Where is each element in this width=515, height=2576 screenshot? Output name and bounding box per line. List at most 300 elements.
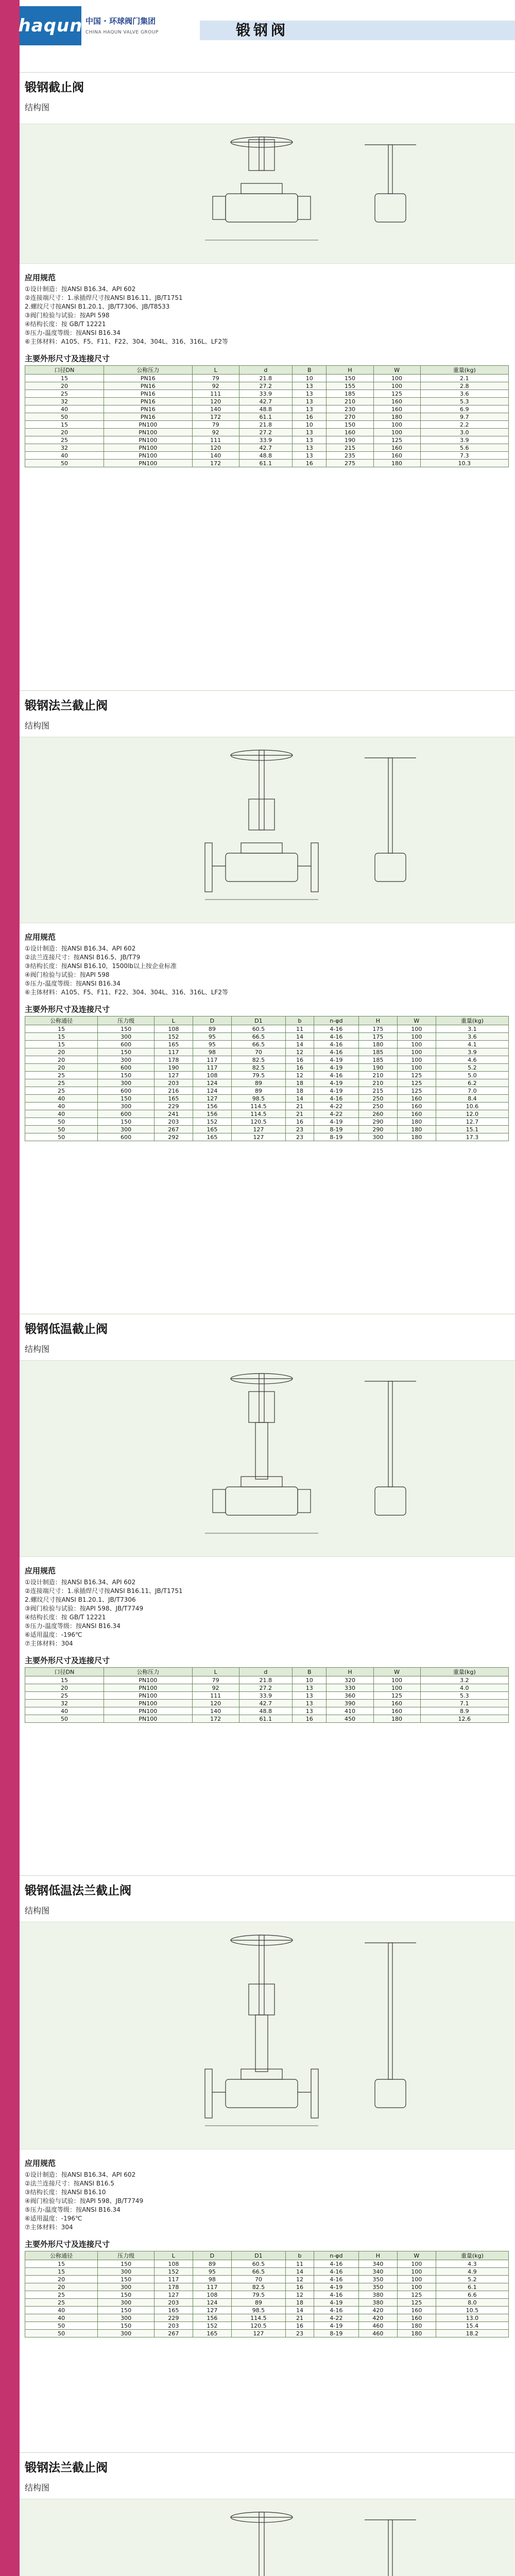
table-cell: 25 bbox=[25, 436, 104, 444]
table-cell: 114.5 bbox=[231, 1110, 285, 1118]
table-cell: 4-22 bbox=[314, 2314, 358, 2322]
table-row bbox=[25, 1126, 509, 1133]
valve-yoke bbox=[249, 799, 274, 830]
page-header bbox=[20, 0, 515, 52]
table-cell: 190 bbox=[154, 1064, 193, 1072]
valve-diagram bbox=[20, 737, 515, 923]
spec-line: ⑤压力-温度等级：按ANSI B16.34 bbox=[25, 1622, 121, 1630]
table-cell: 100 bbox=[397, 2260, 436, 2268]
table-cell: 175 bbox=[358, 1025, 397, 1033]
column-header: d bbox=[239, 366, 292, 375]
table-cell: 127 bbox=[193, 2307, 231, 2314]
table-cell: 17.3 bbox=[436, 1133, 508, 1141]
side-view-body bbox=[375, 1487, 406, 1515]
table-row bbox=[25, 1095, 509, 1103]
table-cell: PN100 bbox=[104, 436, 193, 444]
table-cell: 235 bbox=[327, 452, 373, 460]
spec-line: ③结构长度：按ANSI B16.10 bbox=[25, 2189, 106, 2196]
table-cell: 156 bbox=[193, 1110, 231, 1118]
table-cell: 4-19 bbox=[314, 1079, 358, 1087]
valve-diagram bbox=[20, 2499, 515, 2576]
column-header: 重量(kg) bbox=[436, 1016, 508, 1025]
table-cell: 13 bbox=[292, 390, 327, 398]
spec-line: ③结构长度：按ANSI B16.10，1500lb以上按企业标准 bbox=[25, 962, 177, 970]
table-cell: 8.0 bbox=[436, 2299, 508, 2307]
table-cell: 15 bbox=[25, 421, 104, 429]
table-cell: 11 bbox=[286, 2260, 314, 2268]
column-header: b bbox=[286, 2251, 314, 2260]
table-cell: 23 bbox=[286, 1133, 314, 1141]
table-cell: 25 bbox=[25, 390, 104, 398]
table-cell: 100 bbox=[397, 1048, 436, 1056]
table-row bbox=[25, 1064, 509, 1072]
column-header: W bbox=[373, 1668, 420, 1676]
table-cell: 89 bbox=[231, 1079, 285, 1087]
table-cell: 92 bbox=[192, 382, 239, 390]
table-cell: 108 bbox=[193, 1072, 231, 1079]
table-cell: 6.9 bbox=[420, 405, 508, 413]
structure-label: 结构图 bbox=[25, 721, 50, 731]
spec-line: ①设计制造：按ANSI B16.34、API 602 bbox=[25, 285, 136, 293]
table-cell: 292 bbox=[154, 1133, 193, 1141]
table-cell: 185 bbox=[327, 390, 373, 398]
table-cell: 190 bbox=[358, 1064, 397, 1072]
table-cell: 4-16 bbox=[314, 1095, 358, 1103]
table-cell: 13 bbox=[292, 1692, 327, 1700]
table-cell: 100 bbox=[373, 375, 420, 382]
table-cell: 100 bbox=[397, 1064, 436, 1072]
table-cell: 260 bbox=[358, 1110, 397, 1118]
table-cell: 15 bbox=[25, 2260, 98, 2268]
side-view-body bbox=[375, 2079, 406, 2108]
spec-line: ⑤压力-温度等级：按ANSI B16.34 bbox=[25, 2206, 121, 2213]
table-cell: 98 bbox=[193, 1048, 231, 1056]
table-cell: 13 bbox=[292, 429, 327, 436]
table-cell: 172 bbox=[192, 460, 239, 467]
table-cell: 89 bbox=[231, 2299, 285, 2307]
table-row bbox=[25, 460, 509, 467]
table-cell: PN100 bbox=[104, 1707, 193, 1715]
table-cell: 300 bbox=[98, 2283, 154, 2291]
table-cell: PN16 bbox=[104, 390, 193, 398]
table-cell: 125 bbox=[373, 436, 420, 444]
spec-line: ②法兰连接尺寸：按ANSI B16.5、JB/T79 bbox=[25, 954, 141, 961]
table-cell: 380 bbox=[358, 2291, 397, 2299]
table-cell: 150 bbox=[98, 1072, 154, 1079]
table-cell: 160 bbox=[397, 1110, 436, 1118]
side-view-stem bbox=[388, 145, 392, 194]
spec-line: 2.螺纹尺寸按ANSI B1.20.1、JB/T7306、JB/T8533 bbox=[25, 303, 170, 310]
spec-line: ③阀门检验与试验：按API 598、JB/T7749 bbox=[25, 1605, 144, 1612]
table-row bbox=[25, 413, 509, 421]
table-cell: 5.2 bbox=[436, 2276, 508, 2283]
table-cell: 40 bbox=[25, 405, 104, 413]
table-cell: 300 bbox=[98, 1056, 154, 1064]
table-cell: 320 bbox=[327, 1676, 373, 1684]
table-cell: 111 bbox=[192, 436, 239, 444]
spec-title: 应用规范 bbox=[25, 273, 56, 282]
table-cell: 9.7 bbox=[420, 413, 508, 421]
table-cell: 92 bbox=[192, 1684, 239, 1692]
structure-label: 结构图 bbox=[25, 103, 50, 112]
table-cell: 92 bbox=[192, 429, 239, 436]
table-cell: 150 bbox=[98, 2260, 154, 2268]
table-cell: 111 bbox=[192, 390, 239, 398]
table-cell: 2.1 bbox=[420, 375, 508, 382]
table-cell: 82.5 bbox=[231, 1056, 285, 1064]
table-cell: 117 bbox=[154, 1048, 193, 1056]
table-cell: 460 bbox=[358, 2322, 397, 2330]
table-cell: 48.8 bbox=[239, 1707, 292, 1715]
column-header: d bbox=[239, 1668, 292, 1676]
table-cell: 150 bbox=[98, 2276, 154, 2283]
table-cell: 100 bbox=[373, 1684, 420, 1692]
table-cell: 8.9 bbox=[420, 1707, 508, 1715]
table-cell: 60.5 bbox=[231, 2260, 285, 2268]
table-cell: 152 bbox=[154, 1033, 193, 1041]
table-cell: 4-16 bbox=[314, 2268, 358, 2276]
table-cell: 79 bbox=[192, 1676, 239, 1684]
table-cell: 3.0 bbox=[420, 429, 508, 436]
table-cell: 120 bbox=[192, 1700, 239, 1707]
spec-line: ①设计制造：按ANSI B16.34、API 602 bbox=[25, 1579, 136, 1586]
table-cell: 89 bbox=[231, 1087, 285, 1095]
table-cell: 114.5 bbox=[231, 2314, 285, 2322]
spec-line: ②连接端尺寸：1.承插焊尺寸按ANSI B16.11、JB/T1751 bbox=[25, 294, 183, 301]
table-row bbox=[25, 2299, 509, 2307]
table-cell: 14 bbox=[286, 1033, 314, 1041]
column-header: H bbox=[358, 1016, 397, 1025]
table-header-row bbox=[25, 1668, 509, 1676]
table-cell: 150 bbox=[98, 2291, 154, 2299]
table-cell: 79.5 bbox=[231, 1072, 285, 1079]
section-divider bbox=[20, 72, 515, 73]
table-row bbox=[25, 1118, 509, 1126]
valve-diagram bbox=[20, 124, 515, 263]
table-row bbox=[25, 2260, 509, 2268]
table-cell: 600 bbox=[98, 1041, 154, 1048]
table-cell: 12 bbox=[286, 2291, 314, 2299]
table-cell: PN16 bbox=[104, 398, 193, 405]
table-cell: 89 bbox=[193, 2260, 231, 2268]
table-cell: 300 bbox=[98, 1079, 154, 1087]
table-cell: 156 bbox=[193, 2314, 231, 2322]
table-cell: 25 bbox=[25, 1079, 98, 1087]
table-cell: 165 bbox=[154, 1095, 193, 1103]
table-cell: 120.5 bbox=[231, 1118, 285, 1126]
table-row bbox=[25, 1110, 509, 1118]
table-cell: 124 bbox=[193, 1087, 231, 1095]
table-cell: 20 bbox=[25, 382, 104, 390]
table-cell: 150 bbox=[98, 2307, 154, 2314]
valve-stem bbox=[259, 1374, 264, 1422]
table-cell: PN16 bbox=[104, 382, 193, 390]
table-cell: 50 bbox=[25, 2330, 98, 2337]
table-cell: 14 bbox=[286, 2307, 314, 2314]
table-cell: 108 bbox=[154, 1025, 193, 1033]
valve-diagram bbox=[20, 1361, 515, 1556]
table-cell: 95 bbox=[193, 1033, 231, 1041]
column-header: L bbox=[192, 366, 239, 375]
table-cell: 160 bbox=[373, 444, 420, 452]
column-header: 口径DN bbox=[25, 1668, 104, 1676]
table-cell: 21 bbox=[286, 2314, 314, 2322]
table-cell: 11 bbox=[286, 1025, 314, 1033]
column-header: H bbox=[327, 1668, 373, 1676]
table-cell: 108 bbox=[154, 2260, 193, 2268]
table-title: 主要外形尺寸及连接尺寸 bbox=[25, 1656, 110, 1665]
table-cell: 13 bbox=[292, 398, 327, 405]
table-title: 主要外形尺寸及连接尺寸 bbox=[25, 2240, 110, 2249]
column-header: 公称压力 bbox=[104, 366, 193, 375]
table-cell: 4-19 bbox=[314, 1064, 358, 1072]
table-cell: 160 bbox=[373, 1707, 420, 1715]
table-cell: 15.4 bbox=[436, 2322, 508, 2330]
column-header: D bbox=[193, 1016, 231, 1025]
table-cell: 275 bbox=[327, 460, 373, 467]
table-cell: 95 bbox=[193, 2268, 231, 2276]
table-cell: 15 bbox=[25, 1041, 98, 1048]
table-cell: 100 bbox=[397, 1056, 436, 1064]
spec-line: ②连接端尺寸：1.承插焊尺寸按ANSI B16.11、JB/T1751 bbox=[25, 1587, 183, 1595]
table-cell: 40 bbox=[25, 452, 104, 460]
valve-drawing bbox=[205, 750, 416, 900]
dimension-table bbox=[25, 1016, 509, 1141]
table-cell: 40 bbox=[25, 1095, 98, 1103]
valve-stem bbox=[259, 750, 264, 830]
table-cell: 100 bbox=[373, 421, 420, 429]
table-cell: 23 bbox=[286, 2330, 314, 2337]
table-cell: 6.1 bbox=[436, 2283, 508, 2291]
table-cell: 152 bbox=[193, 2322, 231, 2330]
table-cell: 66.5 bbox=[231, 1033, 285, 1041]
table-cell: 117 bbox=[193, 1064, 231, 1072]
table-cell: 40 bbox=[25, 1707, 104, 1715]
table-cell: 25 bbox=[25, 1692, 104, 1700]
company-name-en: CHINA HAQUN VALVE GROUP bbox=[85, 30, 159, 35]
table-cell: 100 bbox=[397, 1041, 436, 1048]
table-row bbox=[25, 2314, 509, 2322]
table-cell: 50 bbox=[25, 460, 104, 467]
table-cell: 450 bbox=[327, 1715, 373, 1723]
column-header: W bbox=[373, 366, 420, 375]
table-cell: 13 bbox=[292, 452, 327, 460]
table-cell: 13 bbox=[292, 1684, 327, 1692]
structure-drawing bbox=[20, 124, 515, 264]
table-cell: 229 bbox=[154, 1103, 193, 1110]
table-cell: 3.2 bbox=[420, 1676, 508, 1684]
table-cell: 160 bbox=[397, 2307, 436, 2314]
table-cell: 5.3 bbox=[420, 398, 508, 405]
table-row bbox=[25, 1041, 509, 1048]
table-cell: 32 bbox=[25, 398, 104, 405]
table-cell: 125 bbox=[397, 2299, 436, 2307]
table-cell: 18 bbox=[286, 2299, 314, 2307]
table-cell: 180 bbox=[397, 2322, 436, 2330]
table-cell: 160 bbox=[373, 398, 420, 405]
table-cell: 10.3 bbox=[420, 460, 508, 467]
table-row bbox=[25, 1025, 509, 1033]
table-cell: 180 bbox=[373, 1715, 420, 1723]
bonnet-flange bbox=[241, 843, 282, 853]
spec-title: 应用规范 bbox=[25, 1566, 56, 1575]
valve-stem bbox=[259, 1935, 264, 2015]
table-cell: 12.0 bbox=[436, 1110, 508, 1118]
spec-line: ④阀门检验与试验：按API 598 bbox=[25, 971, 110, 978]
table-cell: 14 bbox=[286, 1095, 314, 1103]
left-end bbox=[213, 196, 226, 219]
valve-diagram bbox=[20, 1922, 515, 2149]
spec-line: ①设计制造：按ANSI B16.34、API 602 bbox=[25, 945, 136, 952]
table-cell: PN16 bbox=[104, 413, 193, 421]
table-cell: 10.5 bbox=[436, 2307, 508, 2314]
table-cell: 600 bbox=[98, 1110, 154, 1118]
spec-line: ②法兰连接尺寸：按ANSI B16.5 bbox=[25, 2180, 114, 2187]
spec-line: 2.螺纹尺寸按ANSI B1.20.1、JB/T7306 bbox=[25, 1596, 136, 1603]
table-cell: 12 bbox=[286, 1072, 314, 1079]
table-cell: 40 bbox=[25, 2314, 98, 2322]
table-cell: 16 bbox=[286, 1118, 314, 1126]
table-cell: 15 bbox=[25, 1033, 98, 1041]
section-title: 锻钢法兰截止阀 bbox=[25, 699, 108, 713]
table-cell: 8-19 bbox=[314, 1126, 358, 1133]
table-cell: PN100 bbox=[104, 1700, 193, 1707]
table-cell: 127 bbox=[231, 1126, 285, 1133]
table-row bbox=[25, 1684, 509, 1692]
table-cell: 4-16 bbox=[314, 1041, 358, 1048]
table-cell: 33.9 bbox=[239, 1692, 292, 1700]
table-cell: 270 bbox=[327, 413, 373, 421]
table-cell: 6.6 bbox=[436, 2291, 508, 2299]
table-cell: 21 bbox=[286, 1110, 314, 1118]
table-cell: 100 bbox=[397, 2268, 436, 2276]
column-header: 压力级 bbox=[98, 1016, 154, 1025]
table-cell: 229 bbox=[154, 2314, 193, 2322]
column-header: W bbox=[397, 2251, 436, 2260]
table-cell: 150 bbox=[98, 1048, 154, 1056]
table-cell: 140 bbox=[192, 452, 239, 460]
column-header: H bbox=[327, 366, 373, 375]
table-cell: 32 bbox=[25, 1700, 104, 1707]
column-header: 口径DN bbox=[25, 366, 104, 375]
table-row bbox=[25, 1033, 509, 1041]
table-cell: 460 bbox=[358, 2330, 397, 2337]
table-cell: 25 bbox=[25, 2291, 98, 2299]
valve-drawing bbox=[205, 1935, 416, 2126]
side-view-body bbox=[375, 853, 406, 882]
table-cell: 20 bbox=[25, 429, 104, 436]
table-cell: 3.6 bbox=[436, 1033, 508, 1041]
table-cell: 21.8 bbox=[239, 421, 292, 429]
table-cell: 203 bbox=[154, 2322, 193, 2330]
table-cell: 79.5 bbox=[231, 2291, 285, 2299]
table-cell: 300 bbox=[98, 2299, 154, 2307]
table-cell: 4-16 bbox=[314, 2307, 358, 2314]
table-cell: 165 bbox=[154, 2307, 193, 2314]
table-cell: 12 bbox=[286, 2276, 314, 2283]
table-cell: 127 bbox=[231, 2330, 285, 2337]
column-header: B bbox=[292, 366, 327, 375]
table-cell: 10.6 bbox=[436, 1103, 508, 1110]
table-cell: 203 bbox=[154, 2299, 193, 2307]
table-cell: 127 bbox=[231, 1133, 285, 1141]
table-cell: 300 bbox=[98, 2268, 154, 2276]
table-cell: 172 bbox=[192, 413, 239, 421]
table-row bbox=[25, 1676, 509, 1684]
table-cell: 33.9 bbox=[239, 436, 292, 444]
table-row bbox=[25, 1048, 509, 1056]
table-cell: PN100 bbox=[104, 421, 193, 429]
table-cell: 111 bbox=[192, 1692, 239, 1700]
right-end bbox=[298, 196, 311, 219]
dimension-table bbox=[25, 365, 509, 467]
column-header: 公称通径 bbox=[25, 1016, 98, 1025]
side-view-stem bbox=[388, 1381, 392, 1487]
table-cell: 250 bbox=[358, 1103, 397, 1110]
table-cell: 100 bbox=[373, 382, 420, 390]
table-cell: 18 bbox=[286, 1079, 314, 1087]
table-cell: 98.5 bbox=[231, 2307, 285, 2314]
table-cell: 79 bbox=[192, 421, 239, 429]
table-cell: 120 bbox=[192, 398, 239, 405]
table-cell: 180 bbox=[373, 413, 420, 421]
table-cell: 61.1 bbox=[239, 413, 292, 421]
table-cell: 4-16 bbox=[314, 1033, 358, 1041]
catalog-page bbox=[20, 0, 515, 2576]
table-cell: 215 bbox=[327, 444, 373, 452]
side-view-stem bbox=[388, 758, 392, 853]
table-row bbox=[25, 2268, 509, 2276]
table-cell: 3.6 bbox=[420, 390, 508, 398]
table-row bbox=[25, 2322, 509, 2330]
table-cell: PN100 bbox=[104, 429, 193, 436]
table-cell: 40 bbox=[25, 2307, 98, 2314]
extended-bonnet bbox=[255, 1422, 268, 1479]
table-cell: 21 bbox=[286, 1103, 314, 1110]
table-cell: 165 bbox=[193, 2330, 231, 2337]
table-cell: 12 bbox=[286, 1048, 314, 1056]
spec-line: ④结构长度：按 GB/T 12221 bbox=[25, 1614, 106, 1621]
table-row bbox=[25, 1700, 509, 1707]
table-cell: 4-19 bbox=[314, 2283, 358, 2291]
section-title: 锻钢低温截止阀 bbox=[25, 1323, 108, 1336]
table-cell: 300 bbox=[98, 1033, 154, 1041]
table-row bbox=[25, 390, 509, 398]
column-header: D bbox=[193, 2251, 231, 2260]
table-cell: 178 bbox=[154, 1056, 193, 1064]
table-cell: 50 bbox=[25, 1118, 98, 1126]
table-cell: 7.3 bbox=[420, 452, 508, 460]
table-cell: 42.7 bbox=[239, 398, 292, 405]
left-flange bbox=[205, 2069, 212, 2118]
table-cell: 124 bbox=[193, 1079, 231, 1087]
table-cell: 180 bbox=[397, 1126, 436, 1133]
table-cell: 215 bbox=[358, 1087, 397, 1095]
table-cell: 125 bbox=[397, 2291, 436, 2299]
table-cell: 300 bbox=[98, 1103, 154, 1110]
column-header: 重量(kg) bbox=[420, 1668, 508, 1676]
table-cell: 4.0 bbox=[420, 1684, 508, 1692]
table-cell: 150 bbox=[98, 1118, 154, 1126]
table-cell: 15 bbox=[25, 1025, 98, 1033]
table-cell: 390 bbox=[327, 1700, 373, 1707]
section-divider bbox=[20, 690, 515, 691]
table-cell: 127 bbox=[193, 1095, 231, 1103]
table-cell: 2.8 bbox=[420, 382, 508, 390]
table-cell: 117 bbox=[193, 2283, 231, 2291]
table-row bbox=[25, 2307, 509, 2314]
table-cell: 125 bbox=[397, 1087, 436, 1095]
